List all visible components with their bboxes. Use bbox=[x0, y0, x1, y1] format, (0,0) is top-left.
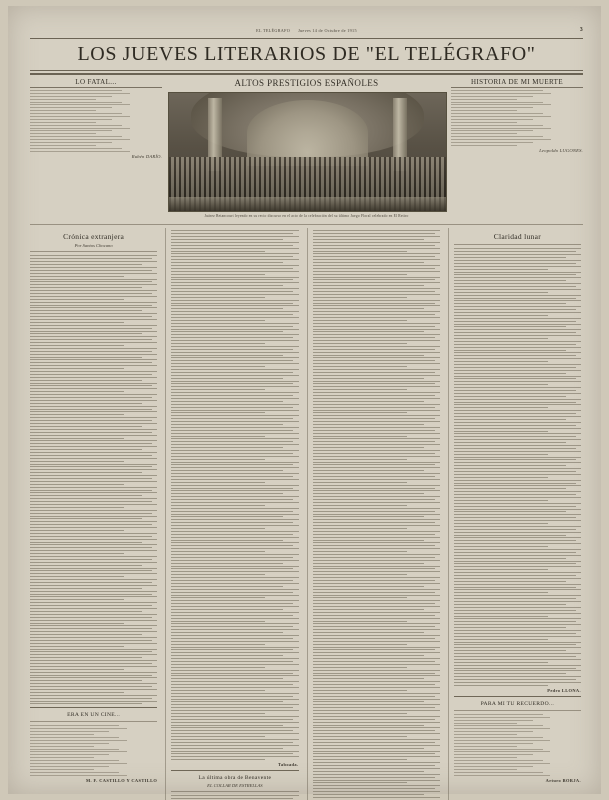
running-head bbox=[30, 28, 583, 37]
paper-sheet bbox=[8, 6, 601, 794]
column-1 bbox=[30, 228, 159, 800]
column-1-signature: M. F. CASTILLO Y CASTILLO bbox=[86, 777, 158, 783]
column-2-body bbox=[171, 230, 298, 760]
masthead bbox=[30, 39, 583, 68]
photo-caption: Juárez Betancourt leyendo en su recio discurso en el acto de la celebración del su último Juego Floral celebrado en El Retiro bbox=[204, 214, 409, 218]
claridad-lunar-body bbox=[454, 248, 581, 685]
photo-wrap bbox=[168, 92, 445, 219]
era-en-un-cine-body bbox=[30, 725, 157, 775]
era-en-un-cine-heading: ERA EN UN CINE... bbox=[67, 712, 121, 719]
running-head-date: Jueves 14 de Octubre de 1915 bbox=[298, 28, 357, 33]
collar-estrellas-subtitle: EL COLLAR DE ESTRELLAS bbox=[207, 783, 263, 789]
column-1-body bbox=[30, 255, 157, 704]
page-inner bbox=[30, 27, 583, 789]
mid-rule bbox=[30, 224, 583, 225]
ultima-obra-heading: La última obra de Benavente bbox=[198, 775, 272, 782]
claridad-lunar-heading: Claridad lunar bbox=[493, 232, 542, 242]
historia-block bbox=[451, 78, 583, 153]
historia-title: HISTORIA DE MI MUERTE bbox=[451, 78, 583, 88]
lo-fatal-signature: Rubén DARÍO. bbox=[131, 153, 162, 159]
feature-photo bbox=[168, 92, 447, 212]
column-1-rule bbox=[30, 707, 157, 708]
column-2-rule bbox=[171, 770, 298, 771]
ultima-obra-body bbox=[171, 795, 298, 800]
lo-fatal-title: LO FATAL... bbox=[30, 78, 162, 88]
cronica-extranjera-byline: Por Santos Chocano bbox=[74, 243, 113, 249]
page-title: LOS JUEVES LITERARIOS DE "EL TELÉGRAFO" bbox=[77, 43, 536, 65]
feature-title: ALTOS PRESTIGIOS ESPAÑOLES bbox=[234, 78, 379, 88]
column-2 bbox=[165, 228, 300, 800]
column-4-signature-top: Pedro LLONA. bbox=[547, 687, 581, 693]
lo-fatal-block bbox=[30, 78, 162, 159]
column-4-rule bbox=[454, 696, 581, 697]
masthead-rule bbox=[30, 70, 583, 75]
column-3-body bbox=[313, 230, 440, 800]
top-heading-row bbox=[30, 78, 583, 221]
photo-feature bbox=[168, 78, 445, 221]
column-3 bbox=[307, 228, 442, 800]
main-columns bbox=[30, 228, 583, 800]
lo-fatal-text bbox=[30, 90, 162, 152]
historia-text bbox=[451, 90, 583, 146]
para-mi-tu-recuerdo-heading: PARA MI TU RECUERDO... bbox=[480, 700, 555, 707]
page-folio: 3 bbox=[579, 27, 583, 33]
para-mi-tu-recuerdo-body bbox=[454, 714, 581, 776]
column-4-signature-bottom: Arturo BORJA. bbox=[545, 777, 581, 783]
column-4 bbox=[448, 228, 583, 800]
column-2-signature: Taboada. bbox=[278, 762, 299, 768]
cronica-extranjera-heading: Crónica extranjera bbox=[63, 232, 125, 242]
historia-signature: Leopoldo LUGONES. bbox=[539, 147, 583, 153]
running-head-paper: EL TELÉGRAFO bbox=[256, 28, 291, 33]
